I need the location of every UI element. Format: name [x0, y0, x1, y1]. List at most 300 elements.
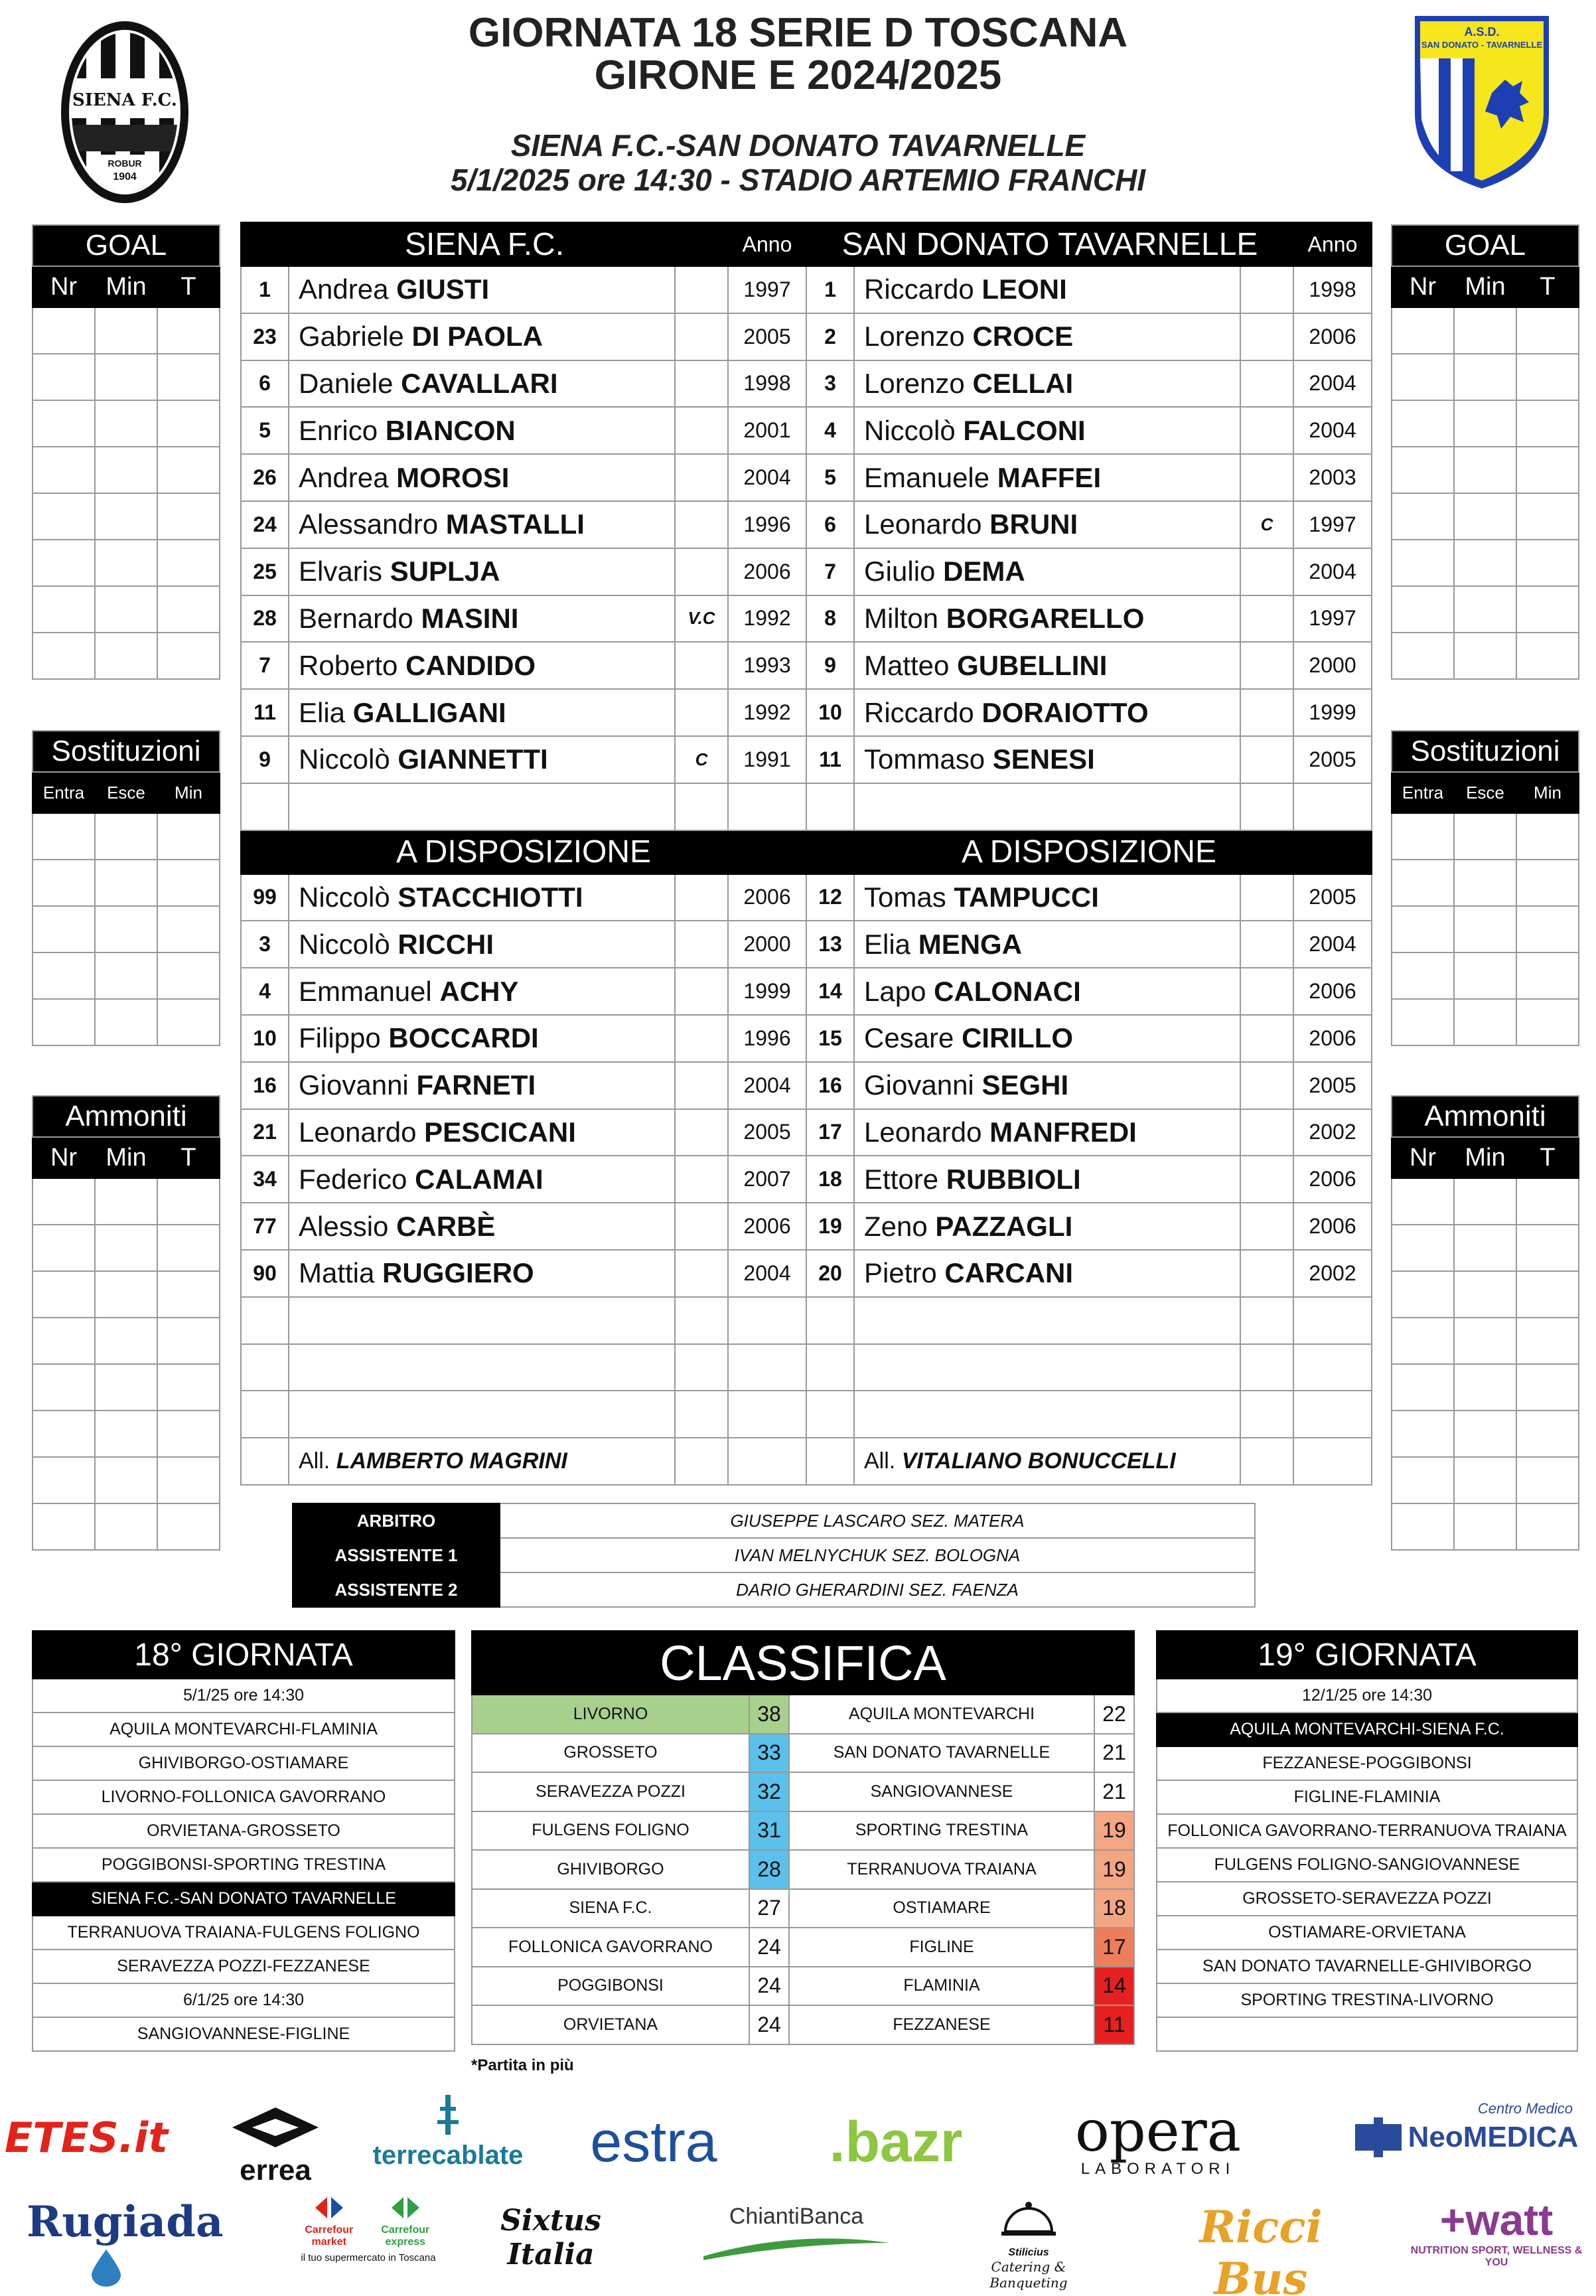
home-goal-cell[interactable]: [33, 540, 95, 586]
home-goal-col-nr: Nr: [33, 266, 95, 307]
home-sost-cell[interactable]: [33, 999, 95, 1045]
player-number: 5: [806, 454, 854, 501]
away-goal-cell[interactable]: [1454, 493, 1516, 540]
standings-points: 11: [1094, 2005, 1134, 2044]
standings-points: 24: [749, 1967, 789, 2006]
away-goal-cell[interactable]: [1516, 633, 1579, 679]
away-goal-cell[interactable]: [1392, 633, 1454, 679]
player-first-name: Gabriele: [299, 321, 404, 352]
home-goal-cell[interactable]: [33, 400, 95, 447]
player-role: [675, 266, 728, 313]
blank-cell: [1240, 1297, 1293, 1344]
player-number: 11: [241, 689, 289, 736]
official-name: IVAN MELNYCHUK SEZ. BOLOGNA: [500, 1538, 1255, 1572]
bench-role: [675, 1015, 728, 1062]
away-goal-cell[interactable]: [1392, 307, 1454, 354]
standings-points: 38: [749, 1695, 789, 1734]
home-sost-cell[interactable]: [33, 953, 95, 999]
coach-spacer: [241, 1438, 289, 1485]
away-amm-cell[interactable]: [1454, 1318, 1516, 1364]
siena-logo: [58, 19, 191, 206]
home-amm-cell[interactable]: [157, 1225, 220, 1271]
away-coach: [854, 1438, 1240, 1485]
home-sost-cell[interactable]: [95, 953, 157, 999]
away-sost-cell[interactable]: [1454, 953, 1516, 999]
home-coach: [289, 1438, 675, 1485]
bench-role: [675, 1203, 728, 1250]
bench-role: [675, 968, 728, 1015]
home-goal-cell[interactable]: [95, 540, 157, 586]
home-team-name: SIENA F.C.: [241, 222, 728, 266]
away-amm-cell[interactable]: [1392, 1503, 1454, 1550]
chiantibanca-wave-icon: [697, 2230, 896, 2263]
away-amm-cell[interactable]: [1516, 1178, 1579, 1225]
player-role: C: [1240, 501, 1293, 548]
home-goal-cell[interactable]: [33, 586, 95, 633]
player-name: [854, 501, 1240, 548]
home-sost-cell[interactable]: [95, 813, 157, 860]
bench-row: [806, 968, 1372, 1015]
player-name: [289, 736, 675, 783]
player-row: [241, 642, 806, 689]
player-number: 11: [806, 736, 854, 783]
away-amm-cell[interactable]: [1392, 1364, 1454, 1411]
player-role: [675, 642, 728, 689]
blank-cell: [1293, 1297, 1372, 1344]
away-amm-cell[interactable]: [1516, 1318, 1579, 1364]
player-year: 2005: [1293, 736, 1372, 783]
sponsor-opera: [1049, 2098, 1268, 2178]
home-amm-cell[interactable]: [157, 1364, 220, 1411]
bench-role: [1240, 921, 1293, 968]
fixture-row: [1157, 1950, 1577, 1983]
bench-year: 2000: [728, 921, 806, 968]
away-amm-cell[interactable]: [1454, 1271, 1516, 1318]
home-goal-cell[interactable]: [157, 633, 220, 679]
blank-cell: [854, 1344, 1240, 1391]
carrefour-express-icon: [389, 2194, 422, 2221]
home-sost-cell[interactable]: [95, 906, 157, 953]
home-goal-cell[interactable]: [157, 447, 220, 493]
round19-table: [1156, 1630, 1578, 2052]
player-year: 2004: [1293, 407, 1372, 454]
fixture-row: [33, 1983, 455, 2017]
away-amm-col-nr: Nr: [1392, 1137, 1454, 1178]
away-goal-cell[interactable]: [1454, 307, 1516, 354]
away-goal-cell[interactable]: [1516, 586, 1579, 633]
bench-number: 99: [241, 874, 289, 921]
away-amm-row: [1392, 1411, 1579, 1457]
bench-year: 2006: [728, 874, 806, 921]
home-goal-row: [33, 307, 220, 354]
standings-points: 14: [1094, 1967, 1134, 2006]
sponsor-opera-text: opera: [1074, 2098, 1242, 2165]
player-last-name: CELLAI: [972, 367, 1074, 399]
home-goal-cell[interactable]: [157, 354, 220, 400]
player-number: 10: [806, 689, 854, 736]
away-roster: [806, 222, 1372, 1486]
home-sost-cell[interactable]: [33, 860, 95, 906]
away-goal-row: [1392, 447, 1579, 493]
bench-row: [806, 874, 1372, 921]
away-goal-cell[interactable]: [1392, 354, 1454, 400]
home-amm-cell[interactable]: [95, 1457, 157, 1503]
sponsor-chiantibanca-text: ChiantiBanca: [729, 2204, 864, 2229]
standings-team: SANGIOVANNESE: [789, 1772, 1094, 1811]
away-sost-row: [1392, 906, 1579, 953]
home-amm-cell[interactable]: [33, 1271, 95, 1318]
blank-row: [241, 1391, 806, 1438]
home-sost-col-esce: Esce: [95, 772, 157, 813]
home-goal-cell[interactable]: [33, 633, 95, 679]
player-row: [241, 548, 806, 595]
away-goal-cell[interactable]: [1516, 540, 1579, 586]
away-sost-cell[interactable]: [1454, 813, 1516, 860]
home-amm-cell[interactable]: [157, 1411, 220, 1457]
standings-team: ORVIETANA: [472, 2005, 749, 2044]
away-amm-cell[interactable]: [1454, 1364, 1516, 1411]
standings-points: 24: [749, 2005, 789, 2044]
home-amm-cell[interactable]: [95, 1178, 157, 1225]
player-row: [241, 736, 806, 783]
player-name: [289, 642, 675, 689]
bench-number: 4: [241, 968, 289, 1015]
player-role: [1240, 266, 1293, 313]
standings-points: 22: [1094, 1695, 1134, 1734]
home-goal-cell[interactable]: [95, 586, 157, 633]
home-goal-cell[interactable]: [157, 540, 220, 586]
away-coach-row: [806, 1438, 1372, 1485]
away-amm-cell[interactable]: [1516, 1225, 1579, 1271]
bench-year: 2006: [1293, 968, 1372, 1015]
player-name: [854, 266, 1240, 313]
player-role: [675, 454, 728, 501]
bench-role: [1240, 1250, 1293, 1297]
home-goal-cell[interactable]: [33, 307, 95, 354]
away-goal-cell[interactable]: [1392, 400, 1454, 447]
home-sost-row: [33, 906, 220, 953]
player-name: [289, 407, 675, 454]
away-goal-cell[interactable]: [1392, 493, 1454, 540]
home-amm-cell[interactable]: [33, 1457, 95, 1503]
player-row: [806, 313, 1372, 360]
home-goal-cell[interactable]: [95, 354, 157, 400]
cloche-icon: [999, 2190, 1058, 2244]
home-goal-cell[interactable]: [33, 447, 95, 493]
standings-team: SAN DONATO TAVARNELLE: [789, 1734, 1094, 1773]
home-sost-row: [33, 813, 220, 860]
standings-team: AQUILA MONTEVARCHI: [789, 1695, 1094, 1734]
home-goal-cell[interactable]: [33, 354, 95, 400]
away-sost-cell[interactable]: [1516, 953, 1579, 999]
player-last-name: GUBELLINI: [957, 649, 1108, 681]
home-amm-cell[interactable]: [157, 1457, 220, 1503]
home-sost-cell[interactable]: [95, 860, 157, 906]
player-first-name: Elia: [299, 696, 346, 728]
blank-cell: [728, 783, 806, 830]
bench-row: [241, 874, 806, 921]
player-last-name: BIANCON: [385, 414, 516, 446]
home-amm-cell[interactable]: [157, 1178, 220, 1225]
home-amm-cell[interactable]: [95, 1225, 157, 1271]
round19-title: 19° GIORNATA: [1157, 1631, 1577, 1679]
player-role: [1240, 736, 1293, 783]
away-amm-cell[interactable]: [1454, 1411, 1516, 1457]
away-goal-cell[interactable]: [1516, 307, 1579, 354]
sponsor-carrefour-tag: il tuo supermercato in Toscana: [301, 2252, 436, 2263]
away-goal-cell[interactable]: [1454, 447, 1516, 493]
home-goal-row: [33, 400, 220, 447]
away-goal-cell[interactable]: [1454, 540, 1516, 586]
bench-last-name: SEGHI: [981, 1069, 1069, 1101]
away-goal-col-min: Min: [1454, 266, 1516, 307]
player-name: [854, 313, 1240, 360]
player-number: 25: [241, 548, 289, 595]
standings-team: GHIVIBORGO: [472, 1850, 749, 1889]
home-amm-cell[interactable]: [95, 1411, 157, 1457]
sponsor-opera-sub: LABORATORI: [1080, 2160, 1236, 2178]
player-year: 1998: [728, 360, 806, 408]
bench-last-name: MENGA: [918, 928, 1023, 960]
bench-number: 19: [806, 1203, 854, 1250]
home-goal-cell[interactable]: [95, 633, 157, 679]
blank-row: [806, 783, 1372, 830]
fixture-row: [1157, 1780, 1577, 1814]
home-amm-cell[interactable]: [33, 1503, 95, 1550]
blank-row: [241, 1344, 806, 1391]
away-amm-cell[interactable]: [1392, 1178, 1454, 1225]
standings-team: FULGENS FOLIGNO: [472, 1811, 749, 1851]
home-amm-cell[interactable]: [95, 1503, 157, 1550]
home-amm-row: [33, 1271, 220, 1318]
away-sost-row: [1392, 953, 1579, 999]
home-goal-cell[interactable]: [95, 400, 157, 447]
player-role: [1240, 548, 1293, 595]
away-amm-cell[interactable]: [1454, 1178, 1516, 1225]
away-goal-cell[interactable]: [1516, 354, 1579, 400]
bench-name: [854, 1156, 1240, 1203]
bench-first-name: Niccolò: [299, 881, 390, 913]
player-first-name: Riccardo: [864, 696, 974, 728]
away-sost-cell[interactable]: [1392, 813, 1454, 860]
away-amm-row: [1392, 1271, 1579, 1318]
away-sost-cell[interactable]: [1516, 999, 1579, 1045]
away-amm-cell[interactable]: [1392, 1411, 1454, 1457]
home-goal-title: GOAL: [33, 225, 220, 266]
blank-cell: [728, 1297, 806, 1344]
fixture-text: 6/1/25 ore 14:30: [33, 1983, 455, 2017]
standings-row: [472, 1850, 1134, 1889]
home-goal-cell[interactable]: [157, 493, 220, 540]
official-role: ARBITRO: [293, 1503, 500, 1538]
bench-first-name: Niccolò: [299, 928, 390, 960]
coach-spacer: [806, 1438, 854, 1485]
home-sost-cell[interactable]: [157, 999, 220, 1045]
bench-role: [1240, 1015, 1293, 1062]
away-amm-cell[interactable]: [1516, 1411, 1579, 1457]
away-team-name: SAN DONATO TAVARNELLE: [806, 222, 1293, 266]
bench-first-name: Giovanni: [864, 1069, 974, 1101]
away-amm-row: [1392, 1318, 1579, 1364]
home-amm-cell[interactable]: [157, 1318, 220, 1364]
home-goal-cell[interactable]: [157, 400, 220, 447]
home-amm-cell[interactable]: [95, 1318, 157, 1364]
away-sost-cell[interactable]: [1454, 860, 1516, 906]
bench-number: 10: [241, 1015, 289, 1062]
blank-row: [241, 1297, 806, 1344]
away-sost-cell[interactable]: [1392, 999, 1454, 1045]
player-year: 2006: [728, 548, 806, 595]
player-row: [241, 407, 806, 454]
home-amm-cell[interactable]: [33, 1225, 95, 1271]
away-amm-cell[interactable]: [1454, 1503, 1516, 1550]
home-amm-cell[interactable]: [33, 1364, 95, 1411]
away-goal-row: [1392, 633, 1579, 679]
player-last-name: CANDIDO: [405, 649, 536, 681]
bench-number: 21: [241, 1109, 289, 1156]
home-goal-cell[interactable]: [157, 586, 220, 633]
away-goal-cell[interactable]: [1392, 586, 1454, 633]
home-sost-cell[interactable]: [33, 813, 95, 860]
bench-year: 2004: [728, 1062, 806, 1109]
away-sost-cell[interactable]: [1454, 906, 1516, 953]
home-amm-cell[interactable]: [157, 1503, 220, 1550]
away-goal-cell[interactable]: [1516, 447, 1579, 493]
away-sost-cell[interactable]: [1392, 860, 1454, 906]
away-sost-cell[interactable]: [1392, 953, 1454, 999]
home-goal-cell[interactable]: [157, 307, 220, 354]
home-amm-cell[interactable]: [157, 1271, 220, 1318]
away-sost-cell[interactable]: [1516, 860, 1579, 906]
bench-name: [289, 1250, 675, 1297]
blank-cell: [289, 1344, 675, 1391]
sponsor-watt: [1400, 2194, 1593, 2274]
away-goal-cell[interactable]: [1454, 633, 1516, 679]
home-sost-cell[interactable]: [157, 860, 220, 906]
away-amm-cell[interactable]: [1392, 1457, 1454, 1503]
coach-name: VITALIANO BONUCCELLI: [901, 1448, 1176, 1474]
away-goal-row: [1392, 540, 1579, 586]
home-goal-row: [33, 447, 220, 493]
standings-points: 31: [749, 1811, 789, 1851]
standings-row: [472, 2005, 1134, 2044]
home-amm-cell[interactable]: [33, 1411, 95, 1457]
bench-name: [854, 1015, 1240, 1062]
home-amm-cell[interactable]: [33, 1318, 95, 1364]
home-sost-cell[interactable]: [95, 999, 157, 1045]
home-goal-cell[interactable]: [95, 493, 157, 540]
bench-row: [806, 1062, 1372, 1109]
player-last-name: MASINI: [421, 602, 519, 634]
away-goal-cell[interactable]: [1454, 354, 1516, 400]
away-sost-cell[interactable]: [1516, 813, 1579, 860]
standings-points: 24: [749, 1928, 789, 1967]
player-first-name: Andrea: [299, 461, 389, 493]
away-amm-cell[interactable]: [1392, 1318, 1454, 1364]
bench-last-name: CALONACI: [934, 975, 1081, 1007]
fixture-row: [1157, 1679, 1577, 1713]
away-goal-cell[interactable]: [1516, 400, 1579, 447]
away-amm-cell[interactable]: [1454, 1457, 1516, 1503]
official-row: [293, 1503, 1255, 1538]
away-amm-cell[interactable]: [1516, 1271, 1579, 1318]
away-amm-cell[interactable]: [1392, 1271, 1454, 1318]
player-first-name: Leonardo: [864, 508, 982, 540]
away-sost-cell[interactable]: [1392, 906, 1454, 953]
player-first-name: Daniele: [299, 367, 394, 399]
away-amm-cell[interactable]: [1516, 1503, 1579, 1550]
away-goal-cell[interactable]: [1392, 447, 1454, 493]
player-name: [289, 313, 675, 360]
bench-number: 13: [806, 921, 854, 968]
home-amm-row: [33, 1318, 220, 1364]
sponsor-watt-sub: NUTRITION SPORT, WELLNESS & YOU: [1410, 2245, 1583, 2268]
away-sost-cell[interactable]: [1454, 999, 1516, 1045]
fixture-text: POGGIBONSI-SPORTING TRESTINA: [33, 1848, 455, 1882]
player-role: [1240, 595, 1293, 643]
player-number: 23: [241, 313, 289, 360]
home-sost-cell[interactable]: [157, 906, 220, 953]
player-first-name: Roberto: [299, 649, 398, 681]
home-amm-cell[interactable]: [95, 1364, 157, 1411]
away-amm-cell[interactable]: [1516, 1457, 1579, 1503]
fixture-row: [1157, 1916, 1577, 1950]
sponsor-neomedica-sub: Centro Medico: [1477, 2100, 1573, 2117]
home-sost-cell[interactable]: [33, 906, 95, 953]
player-name: [289, 454, 675, 501]
away-sost-cell[interactable]: [1516, 906, 1579, 953]
fixture-text: 5/1/25 ore 14:30: [33, 1679, 455, 1713]
home-amm-cell[interactable]: [33, 1178, 95, 1225]
away-goal-cell[interactable]: [1454, 400, 1516, 447]
standings-points: 21: [1094, 1734, 1134, 1773]
home-sost-cell[interactable]: [157, 813, 220, 860]
away-amm-row: [1392, 1503, 1579, 1550]
away-amm-cell[interactable]: [1516, 1364, 1579, 1411]
away-amm-cell[interactable]: [1454, 1225, 1516, 1271]
away-goal-row: [1392, 307, 1579, 354]
fixture-text: FULGENS FOLIGNO-SANGIOVANNESE: [1157, 1848, 1577, 1882]
home-goal-cell[interactable]: [95, 447, 157, 493]
home-amm-cell[interactable]: [95, 1271, 157, 1318]
away-goal-cell[interactable]: [1392, 540, 1454, 586]
home-goal-cell[interactable]: [33, 493, 95, 540]
home-goal-cell[interactable]: [95, 307, 157, 354]
bench-name: [289, 874, 675, 921]
home-amm-row: [33, 1503, 220, 1550]
standings-row: [472, 1772, 1134, 1811]
bench-name: [854, 968, 1240, 1015]
bench-last-name: PESCICANI: [424, 1116, 576, 1148]
home-sost-cell[interactable]: [157, 953, 220, 999]
standings-team: FEZZANESE: [789, 2005, 1094, 2044]
player-first-name: Lorenzo: [864, 367, 965, 399]
player-role: V.C: [675, 595, 728, 643]
fixture-text: GROSSETO-SERAVEZZA POZZI: [1157, 1882, 1577, 1916]
bench-last-name: CARBÈ: [396, 1210, 496, 1242]
standings-points: 19: [1094, 1811, 1134, 1851]
player-row: [241, 454, 806, 501]
home-goal-row: [33, 633, 220, 679]
fixture-row: [33, 1916, 455, 1950]
standings-points: 32: [749, 1772, 789, 1811]
away-goal-cell[interactable]: [1516, 493, 1579, 540]
away-goal-cell[interactable]: [1454, 586, 1516, 633]
away-amm-cell[interactable]: [1392, 1225, 1454, 1271]
bench-row: [806, 1109, 1372, 1156]
standings-row: [472, 1734, 1134, 1773]
player-number: 28: [241, 595, 289, 643]
